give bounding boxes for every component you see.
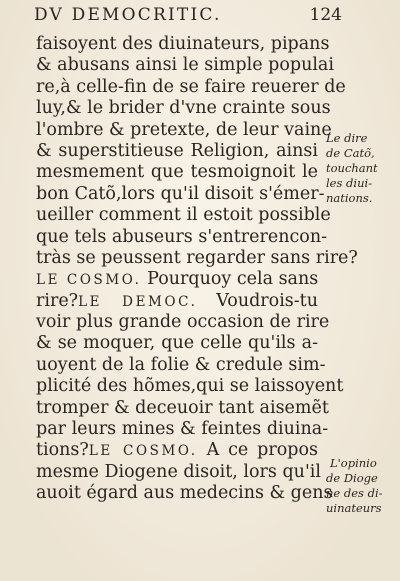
text-line: mesme Diogene disoit, lors qu'il [36, 461, 321, 482]
text-line: re,à celle-fin de se faire reuerer de [36, 76, 346, 97]
text-line: faisoyent des diuinateurs, pipans [36, 34, 330, 54]
text-line: par leurs mines & feintes diuina- [36, 419, 329, 440]
text-line: que tels abuseurs s'entrerencon- [36, 226, 328, 247]
text-line: l'ombre & pretexte, de leur vaine [36, 119, 332, 140]
margin-note-diogene: L'opinio de Dioge ne des di- uinateurs [326, 456, 383, 515]
text-line: auoit égard aus medecins & gens [36, 483, 333, 504]
text-line: uoyent de la folie & credule sim- [36, 354, 326, 375]
text-line: bon Catõ,lors qu'il disoit s'émer- [36, 183, 325, 204]
text-line: ueiller comment il estoit possible [36, 205, 331, 226]
page-number: 124 [309, 5, 342, 25]
speaker-label: LE DEMOC. [78, 293, 198, 310]
text-line: mesmement que tesmoignoit le [36, 162, 318, 183]
text-line: & se moquer, que celle qu'ils a- [36, 333, 318, 354]
page-header [30, 2, 342, 24]
text-line: voir plus grande occasion de rire [36, 312, 330, 333]
margin-note-cato: Le dire de Catõ, touchant les diui- nations. [326, 131, 378, 205]
running-head: DV DEMOCRITIC. [34, 5, 222, 25]
text-line: luy,& le brider d'vne crainte sous [36, 98, 331, 119]
speaker-label: LE COSMO. [88, 443, 198, 460]
text-line: plicité des hõmes,qui se laissoyent [36, 376, 344, 397]
text-line: LE COSMO. Pourquoy cela sans [36, 269, 319, 290]
text-line: tromper & deceuoir tant aisemẽt [36, 397, 329, 418]
text-line: tions?LE COSMO. A ce propos [36, 440, 318, 461]
text-line: & abusans ainsi le simple populai [36, 55, 334, 76]
text-line: rire?LE DEMOC. Voudrois-tu [36, 290, 318, 311]
text-line: & superstitieuse Religion, ainsi [36, 140, 318, 161]
speaker-label: LE COSMO. [36, 272, 142, 289]
text-line: tràs se peussent regarder sans rire? [36, 247, 358, 268]
